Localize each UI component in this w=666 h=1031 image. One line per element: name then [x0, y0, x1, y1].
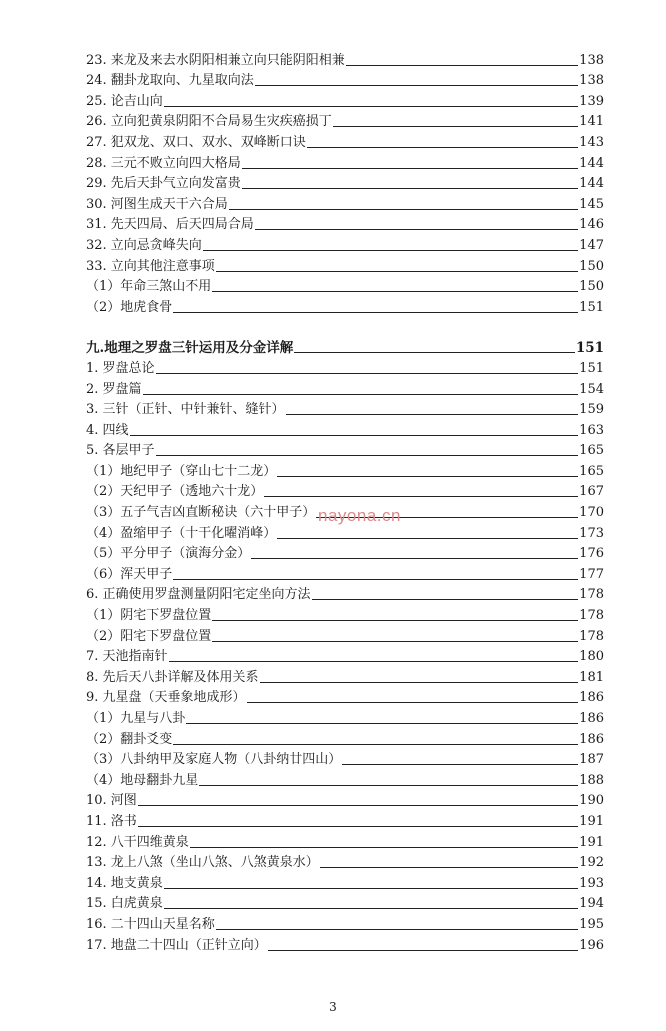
toc-entry-page: 150: [579, 258, 604, 274]
toc-entry[interactable]: [86, 295, 604, 316]
toc-leader: [186, 723, 578, 724]
toc-leader: [138, 805, 578, 806]
toc-entry[interactable]: [86, 665, 604, 686]
toc-entry-label: （2）翻卦爻变: [86, 731, 173, 747]
toc-entry-page: 144: [579, 155, 604, 171]
toc-entry[interactable]: [86, 645, 604, 666]
toc-leader: [143, 394, 579, 395]
toc-entry[interactable]: [86, 130, 604, 151]
toc-leader: [346, 65, 578, 66]
toc-leader: [286, 414, 579, 415]
section-gap: [86, 316, 604, 336]
toc-entry[interactable]: [86, 233, 604, 254]
toc-entry-page: 190: [579, 793, 604, 809]
toc-entry-page: 180: [579, 649, 604, 665]
toc-entry[interactable]: [86, 459, 604, 480]
toc-entry-page: 159: [579, 402, 604, 418]
toc-leader: [277, 476, 578, 477]
toc-entry-label: （2）阳宅下罗盘位置: [86, 628, 212, 644]
toc-section-part1: [86, 48, 604, 316]
toc-leader: [312, 599, 579, 600]
toc-entry-label: 16. 二十四山天星名称: [86, 916, 215, 932]
toc-entry[interactable]: [86, 748, 604, 769]
toc-entry-page: 193: [579, 875, 604, 891]
toc-entry[interactable]: [86, 933, 604, 954]
toc-entry-page: 141: [579, 114, 604, 130]
toc-entry-page: 151: [579, 360, 604, 376]
toc-entry-page: 178: [579, 587, 604, 603]
toc-entry-page: 186: [579, 690, 604, 706]
toc-entry-label: （1）地纪甲子（穿山七十二龙）: [86, 463, 277, 479]
toc-entry[interactable]: [86, 603, 604, 624]
toc-entry-label: 10. 河图: [86, 793, 137, 809]
toc-entry[interactable]: [86, 912, 604, 933]
table-of-contents: [86, 48, 604, 954]
toc-leader: [251, 558, 578, 559]
toc-entry-label: 11. 洛书: [86, 813, 137, 829]
toc-leader: [242, 188, 578, 189]
toc-entry-page: 177: [579, 566, 604, 582]
toc-heading-label: 九.地理之罗盘三针运用及分金详解: [86, 340, 294, 357]
toc-entry[interactable]: [86, 254, 604, 275]
toc-leader: [164, 888, 578, 889]
toc-section-heading[interactable]: [86, 336, 604, 357]
toc-leader: [320, 867, 578, 868]
toc-leader: [164, 106, 578, 107]
toc-entry-label: （4）盈缩甲子（十干化曜消峰）: [86, 525, 277, 541]
toc-entry-page: 176: [579, 546, 604, 562]
toc-entry-label: 15. 白虎黄泉: [86, 896, 163, 912]
toc-entry-label: （4）地母翻卦九星: [86, 772, 199, 788]
toc-leader: [216, 271, 578, 272]
toc-leader: [169, 661, 579, 662]
toc-leader: [173, 312, 578, 313]
toc-entry-page: 138: [579, 52, 604, 68]
toc-leader: [333, 126, 578, 127]
toc-entry-label: 31. 先天四局、后天四局合局: [86, 217, 254, 233]
toc-entry-page: 194: [579, 896, 604, 912]
toc-leader: [342, 764, 578, 765]
toc-entry[interactable]: [86, 48, 604, 69]
toc-entry-label: 24. 翻卦龙取向、九星取向法: [86, 73, 254, 89]
toc-entry[interactable]: [86, 562, 604, 583]
toc-heading-page: 151: [575, 340, 604, 357]
toc-entry-page: 138: [579, 73, 604, 89]
toc-entry[interactable]: [86, 809, 604, 830]
toc-entry-label: 9. 九星盘（天垂象地成形）: [86, 690, 246, 706]
toc-entry[interactable]: [86, 398, 604, 419]
toc-entry-label: 26. 立向犯黄泉阴阳不合局易生灾疾癌损丁: [86, 114, 332, 130]
toc-entry-label: 7. 天池指南针: [86, 649, 168, 665]
toc-leader: [156, 455, 579, 456]
toc-leader: [138, 826, 578, 827]
toc-entry-page: 191: [579, 813, 604, 829]
toc-leader: [229, 209, 578, 210]
toc-entry[interactable]: [86, 830, 604, 851]
toc-entry-label: 2. 罗盘篇: [86, 381, 142, 397]
toc-entry-label: （2）天纪甲子（透地六十龙）: [86, 484, 264, 500]
toc-entry-label: 33. 立向其他注意事项: [86, 258, 215, 274]
toc-entry-page: 144: [579, 176, 604, 192]
toc-entry[interactable]: [86, 706, 604, 727]
page-number: 3: [329, 1000, 337, 1014]
toc-entry-label: （3）五子气吉凶直断秘诀（六十甲子）: [86, 505, 316, 521]
toc-leader: [199, 785, 578, 786]
toc-entry-label: 3. 三针（正针、中针兼针、缝针）: [86, 402, 285, 418]
toc-entry-label: 30. 河图生成天干六合局: [86, 196, 228, 212]
toc-entry-label: 6. 正确使用罗盘测量阴阳宅定坐向方法: [86, 587, 311, 603]
toc-entry[interactable]: [86, 768, 604, 789]
toc-section-part2: [86, 356, 604, 953]
toc-entry-label: 14. 地支黄泉: [86, 875, 163, 891]
toc-entry[interactable]: [86, 418, 604, 439]
toc-entry-page: 165: [579, 443, 604, 459]
toc-leader: [268, 950, 578, 951]
toc-entry-label: 27. 犯双龙、双口、双水、双峰断口诀: [86, 134, 306, 150]
toc-entry-label: （5）平分甲子（演海分金）: [86, 546, 251, 562]
toc-entry[interactable]: [86, 172, 604, 193]
toc-entry-page: 178: [579, 608, 604, 624]
toc-entry[interactable]: [86, 624, 604, 645]
toc-entry-page: 191: [579, 834, 604, 850]
toc-entry-page: 147: [579, 237, 604, 253]
toc-leader: [212, 291, 578, 292]
toc-leader: [130, 435, 579, 436]
toc-leader: [216, 929, 578, 930]
toc-leader: [255, 85, 578, 86]
toc-leader: [307, 147, 578, 148]
toc-entry[interactable]: [86, 275, 604, 296]
toc-entry-label: 5. 各层甲子: [86, 443, 155, 459]
toc-entry-page: 170: [579, 505, 604, 521]
toc-entry-page: 151: [579, 299, 604, 315]
toc-entry-page: 163: [579, 422, 604, 438]
toc-entry-label: 12. 八干四维黄泉: [86, 834, 189, 850]
toc-leader: [242, 168, 578, 169]
toc-entry[interactable]: [86, 110, 604, 131]
toc-entry-label: 8. 先后天八卦详解及体用关系: [86, 669, 259, 685]
toc-entry[interactable]: [86, 439, 604, 460]
toc-entry[interactable]: [86, 892, 604, 913]
toc-entry-page: 165: [579, 463, 604, 479]
toc-entry[interactable]: [86, 480, 604, 501]
toc-entry-page: 195: [579, 916, 604, 932]
toc-entry-label: （3）八卦纳甲及家庭人物（八卦纳廿四山）: [86, 752, 342, 768]
toc-leader: [212, 620, 578, 621]
toc-entry-page: 145: [579, 196, 604, 212]
toc-leader: [255, 229, 578, 230]
toc-leader: [247, 702, 579, 703]
toc-entry-label: （1）九星与八卦: [86, 711, 186, 726]
toc-entry[interactable]: [86, 542, 604, 563]
toc-entry-page: 139: [579, 93, 604, 109]
toc-entry-label: （2）地虎食骨: [86, 299, 173, 315]
toc-entry-label: 29. 先后天卦气立向发富贵: [86, 176, 241, 192]
toc-entry[interactable]: [86, 213, 604, 234]
toc-entry-page: 192: [579, 855, 604, 871]
toc-entry-label: 23. 来龙及来去水阴阳相兼立向只能阴阳相兼: [86, 52, 345, 68]
watermark-text: nayona.cn: [318, 506, 401, 525]
toc-leader: [203, 250, 578, 251]
toc-entry-label: 32. 立向忌贪峰失向: [86, 237, 202, 253]
toc-entry-page: 167: [579, 484, 604, 500]
toc-leader: [173, 579, 578, 580]
toc-entry-label: （1）年命三煞山不用: [86, 279, 212, 295]
toc-entry-page: 154: [579, 381, 604, 397]
toc-entry[interactable]: [86, 377, 604, 398]
toc-leader: [294, 352, 575, 353]
toc-entry-label: 25. 论吉山向: [86, 93, 163, 109]
toc-entry-page: 188: [579, 772, 604, 788]
toc-entry-label: 13. 龙上八煞（坐山八煞、八煞黄泉水）: [86, 855, 319, 871]
toc-entry-page: 186: [579, 731, 604, 747]
toc-leader: [212, 641, 578, 642]
toc-leader: [164, 908, 578, 909]
toc-entry-page: 146: [579, 217, 604, 233]
toc-entry-label: 1. 罗盘总论: [86, 360, 155, 376]
toc-entry[interactable]: [86, 851, 604, 872]
toc-entry-page: 150: [579, 279, 604, 295]
toc-entry-page: 178: [579, 628, 604, 644]
toc-entry-page: 196: [579, 937, 604, 953]
toc-entry-page: 181: [579, 669, 604, 685]
toc-entry[interactable]: [86, 871, 604, 892]
toc-entry-label: 4. 四线: [86, 422, 129, 438]
toc-entry[interactable]: [86, 89, 604, 110]
toc-leader: [190, 847, 578, 848]
toc-entry[interactable]: [86, 356, 604, 377]
toc-entry-label: 17. 地盘二十四山（正针立向）: [86, 937, 267, 953]
toc-entry-label: （6）浑天甲子: [86, 566, 173, 582]
toc-entry[interactable]: [86, 583, 604, 604]
toc-entry-label: 28. 三元不败立向四大格局: [86, 155, 241, 171]
toc-entry-label: （1）阴宅下罗盘位置: [86, 608, 212, 624]
toc-leader: [264, 496, 578, 497]
toc-leader: [173, 744, 578, 745]
toc-entry[interactable]: [86, 686, 604, 707]
toc-entry-page: 186: [579, 711, 604, 726]
toc-entry[interactable]: [86, 789, 604, 810]
toc-entry[interactable]: [86, 151, 604, 172]
toc-leader: [260, 682, 579, 683]
toc-entry-page: 173: [579, 525, 604, 541]
toc-entry-page: 187: [579, 752, 604, 768]
toc-entry-page: 143: [579, 134, 604, 150]
toc-entry[interactable]: [86, 69, 604, 90]
toc-entry[interactable]: [86, 727, 604, 748]
toc-entry[interactable]: [86, 192, 604, 213]
toc-leader: [156, 373, 579, 374]
toc-leader: [277, 538, 578, 539]
